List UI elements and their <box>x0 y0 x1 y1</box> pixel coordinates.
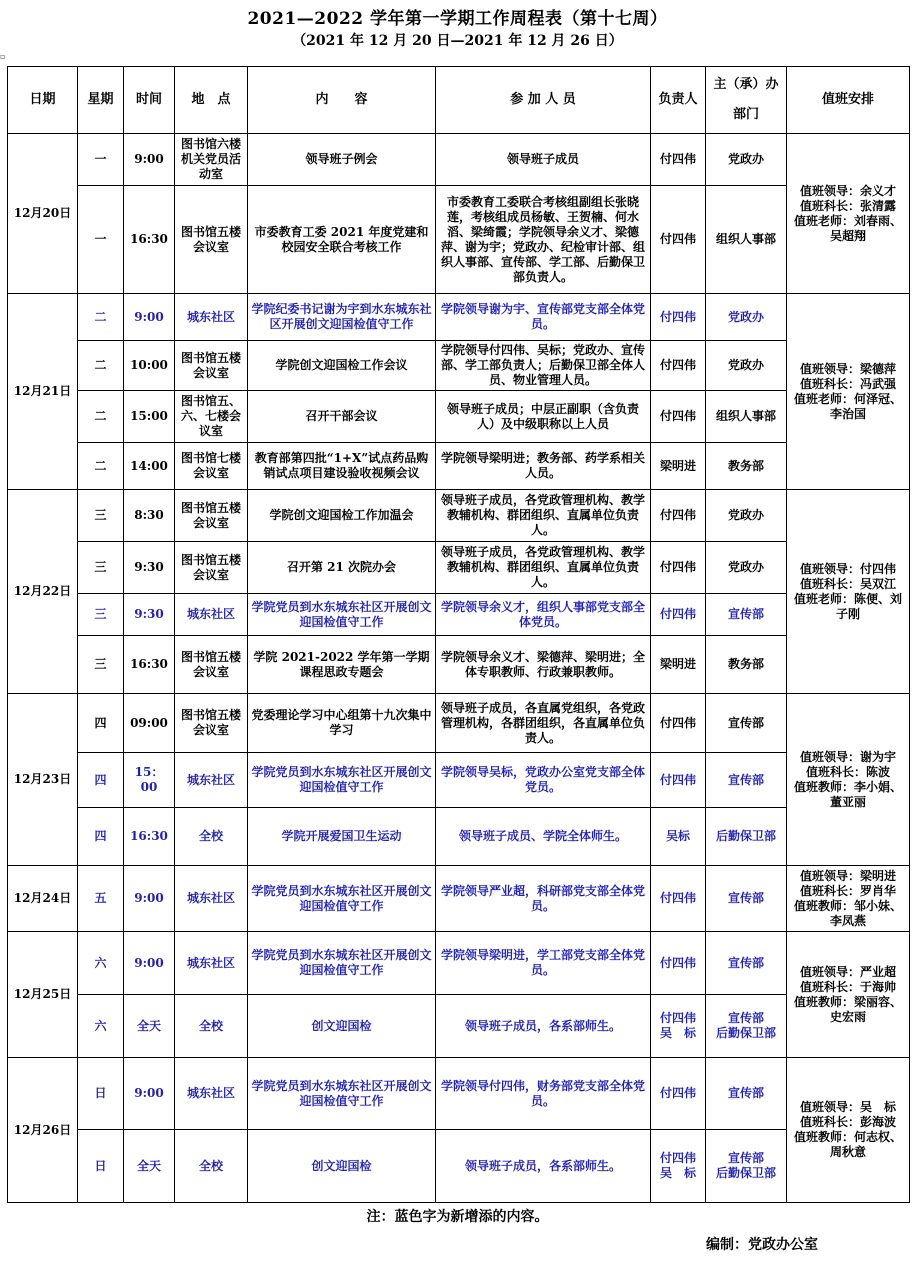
place-cell: 图书馆七楼会议室 <box>175 443 248 490</box>
weekday-cell: 四 <box>78 808 124 866</box>
table-row <box>8 1058 910 1130</box>
dept-cell: 宣传部 <box>706 594 787 636</box>
table-row <box>8 294 910 341</box>
place-cell: 城东社区 <box>175 1058 248 1130</box>
dept-cell: 党政办 <box>706 294 787 341</box>
table-row <box>8 134 910 186</box>
leader-cell: 付四伟 <box>651 391 706 443</box>
page-subtitle: （2021 年 12 月 20 日—2021 年 12 月 26 日） <box>292 33 623 49</box>
leader-cell: 付四伟 <box>651 694 706 753</box>
header-leader: 负责人 <box>651 67 706 134</box>
dept-cell: 教务部 <box>706 443 787 490</box>
participants-cell: 学院领导严业超，科研部党支部全体党员。 <box>436 866 651 932</box>
page-title: 2021—2022 学年第一学期工作周程表（第十七周） <box>247 9 668 29</box>
table-row <box>8 636 910 694</box>
content-cell: 学院纪委书记谢为宇到水东城东社区开展创文迎国检值守工作 <box>248 294 436 341</box>
table-row <box>8 808 910 866</box>
time-cell: 9:00 <box>124 932 175 995</box>
time-cell: 16:30 <box>124 186 175 294</box>
leader-cell: 付四伟 吴 标 <box>651 1130 706 1203</box>
content-cell: 学院党员到水东城东社区开展创文迎国检值守工作 <box>248 594 436 636</box>
content-cell: 学院创文迎国检工作会议 <box>248 341 436 391</box>
header-time: 时间 <box>124 67 175 134</box>
leader-cell: 付四伟 <box>651 341 706 391</box>
weekday-cell: 四 <box>78 694 124 753</box>
place-cell: 图书馆五楼会议室 <box>175 341 248 391</box>
duty-line: 值班领导：梁德萍 <box>799 361 896 376</box>
weekday-cell: 三 <box>78 636 124 694</box>
date-cell: 12月22日 <box>8 490 78 694</box>
duty-cell <box>787 932 910 1058</box>
participants-cell: 学院领导余义才、梁德萍、梁明进；全体专职教师、行政兼职教师。 <box>436 636 651 694</box>
participants-cell: 领导班子成员，各党政管理机构、教学教辅机构、群团组织、直属单位负责人。 <box>436 490 651 542</box>
content-cell: 教育部第四批“1+X”试点药品购销试点项目建设验收视频会议 <box>248 443 436 490</box>
leader-cell: 吴标 <box>651 808 706 866</box>
time-cell: 15：00 <box>124 753 175 808</box>
time-cell: 全天 <box>124 1130 175 1203</box>
weekday-cell: 一 <box>78 186 124 294</box>
header-weekday: 星期 <box>78 67 124 134</box>
time-cell: 9:00 <box>124 866 175 932</box>
duty-line: 值班领导：吴 标 <box>799 1100 896 1114</box>
time-cell: 9:30 <box>124 542 175 594</box>
place-cell: 图书馆五楼会议室 <box>175 542 248 594</box>
weekday-cell: 二 <box>78 443 124 490</box>
dept-cell: 党政办 <box>706 542 787 594</box>
dept-cell: 宣传部 <box>706 866 787 932</box>
dept-cell: 宣传部 <box>706 932 787 995</box>
content-cell: 召开干部会议 <box>248 391 436 443</box>
time-cell: 9:00 <box>124 294 175 341</box>
leader-cell: 付四伟 <box>651 294 706 341</box>
content-cell: 创文迎国检 <box>248 1130 436 1203</box>
place-cell: 图书馆五、六、七楼会议室 <box>175 391 248 443</box>
weekday-cell: 二 <box>78 391 124 443</box>
leader-cell: 付四伟 <box>651 932 706 995</box>
header-place: 地 点 <box>175 67 248 134</box>
participants-cell: 市委教育工委联合考核组副组长张晓莲，考核组成员杨敏、王贺楠、何水滔、梁绮霞；学院领导余义才、梁德萍、谢为宇；党政办、纪检审计部、组织人事部、宣传部、学工部、后勤保卫部负责人。 <box>436 186 651 294</box>
participants-cell: 学院领导谢为宇、宣传部党支部全体党员。 <box>436 294 651 341</box>
duty-line: 值班教师：梁丽容、史宏雨 <box>793 994 902 1024</box>
leader-cell: 梁明进 <box>651 636 706 694</box>
weekday-cell: 三 <box>78 542 124 594</box>
weekday-cell: 日 <box>78 1058 124 1130</box>
participants-cell: 领导班子成员；中层正副职（含负责人）及中级职称以上人员 <box>436 391 651 443</box>
place-cell: 图书馆五楼会议室 <box>175 186 248 294</box>
duty-line: 值班教师：邹小妹、李凤燕 <box>793 898 902 928</box>
leader-cell: 梁明进 <box>651 443 706 490</box>
leader-cell: 付四伟 <box>651 186 706 294</box>
leader-cell: 付四伟 <box>651 594 706 636</box>
dept-cell: 组织人事部 <box>706 391 787 443</box>
table-row <box>8 1130 910 1203</box>
duty-line: 值班科长：罗肖华 <box>799 883 896 898</box>
table-row <box>8 694 910 753</box>
dept-cell: 宣传部 <box>706 1058 787 1130</box>
place-cell: 全校 <box>175 1130 248 1203</box>
schedule-table <box>7 66 910 1203</box>
header-participants: 参 加 人 员 <box>436 67 651 134</box>
participants-cell: 领导班子成员，各系部师生。 <box>436 995 651 1058</box>
participants-cell: 学院领导付四伟，财务部党支部全体党员。 <box>436 1058 651 1130</box>
place-cell: 全校 <box>175 995 248 1058</box>
dept-cell: 党政办 <box>706 341 787 391</box>
duty-line: 值班老师：何泽冠、李治国 <box>793 391 902 421</box>
participants-cell: 学院领导梁明进，学工部党支部全体党员。 <box>436 932 651 995</box>
content-cell: 学院 2021-2022 学年第一学期课程思政专题会 <box>248 636 436 694</box>
participants-cell: 学院领导余义才，组织人事部党支部全体党员。 <box>436 594 651 636</box>
participants-cell: 领导班子成员、学院全体师生。 <box>436 808 651 866</box>
content-cell: 创文迎国检 <box>248 995 436 1058</box>
leader-cell: 付四伟 <box>651 866 706 932</box>
content-cell: 党委理论学习中心组第十九次集中学习 <box>248 694 436 753</box>
content-cell: 领导班子例会 <box>248 134 436 186</box>
weekday-cell: 五 <box>78 866 124 932</box>
footer: 编制：党政办公室 <box>706 1237 818 1253</box>
duty-line: 值班教师：何志权、周秋意 <box>793 1130 902 1159</box>
dept-cell: 后勤保卫部 <box>706 808 787 866</box>
time-cell: 16:30 <box>124 808 175 866</box>
weekday-cell: 四 <box>78 753 124 808</box>
place-cell: 城东社区 <box>175 932 248 995</box>
header-duty: 值班安排 <box>787 67 910 134</box>
time-cell: 14:00 <box>124 443 175 490</box>
date-cell: 12月26日 <box>8 1058 78 1203</box>
header-dept: 主（承）办部门 <box>706 67 787 134</box>
participants-cell: 领导班子成员 <box>436 134 651 186</box>
dept-cell: 宣传部 后勤保卫部 <box>706 995 787 1058</box>
duty-line: 值班教师：李小娟、董亚丽 <box>793 779 902 809</box>
content-cell: 学院党员到水东城东社区开展创文迎国检值守工作 <box>248 753 436 808</box>
duty-line: 值班老师：刘春雨、吴超翔 <box>793 213 902 243</box>
time-cell: 16:30 <box>124 636 175 694</box>
date-cell: 12月25日 <box>8 932 78 1058</box>
leader-cell: 付四伟 <box>651 542 706 594</box>
duty-line: 值班领导：严业超 <box>799 964 896 979</box>
table-row <box>8 490 910 542</box>
duty-cell <box>787 134 910 294</box>
date-cell: 12月20日 <box>8 134 78 294</box>
place-cell: 城东社区 <box>175 753 248 808</box>
duty-line: 值班领导：余义才 <box>799 183 896 198</box>
duty-cell <box>787 1058 910 1203</box>
duty-line: 值班科长：于海帅 <box>799 979 896 994</box>
table-row <box>8 866 910 932</box>
corner-mark: ▫ <box>0 52 6 61</box>
duty-line: 值班科长：张清露 <box>799 198 896 213</box>
weekday-cell: 三 <box>78 594 124 636</box>
place-cell: 全校 <box>175 808 248 866</box>
place-cell: 图书馆五楼会议室 <box>175 490 248 542</box>
time-cell: 10:00 <box>124 341 175 391</box>
table-row <box>8 186 910 294</box>
place-cell: 城东社区 <box>175 294 248 341</box>
participants-cell: 学院领导吴标，党政办公室党支部全体党员。 <box>436 753 651 808</box>
table-row <box>8 443 910 490</box>
duty-cell <box>787 294 910 490</box>
weekday-cell: 一 <box>78 134 124 186</box>
duty-line: 值班领导：付四伟 <box>799 561 896 576</box>
time-cell: 9:00 <box>124 134 175 186</box>
time-cell: 15:00 <box>124 391 175 443</box>
weekday-cell: 六 <box>78 932 124 995</box>
dept-cell: 宣传部 <box>706 753 787 808</box>
leader-cell: 付四伟 吴 标 <box>651 995 706 1058</box>
content-cell: 学院党员到水东城东社区开展创文迎国检值守工作 <box>248 932 436 995</box>
leader-cell: 付四伟 <box>651 490 706 542</box>
dept-cell: 党政办 <box>706 490 787 542</box>
table-row <box>8 995 910 1058</box>
table-row <box>8 932 910 995</box>
date-cell: 12月24日 <box>8 866 78 932</box>
place-cell: 图书馆五楼会议室 <box>175 694 248 753</box>
duty-cell <box>787 866 910 932</box>
time-cell: 9:30 <box>124 594 175 636</box>
leader-cell: 付四伟 <box>651 134 706 186</box>
participants-cell: 领导班子成员，各系部师生。 <box>436 1130 651 1203</box>
note: 注：蓝色字为新增添的内容。 <box>366 1209 549 1225</box>
table-row <box>8 753 910 808</box>
time-cell: 09:00 <box>124 694 175 753</box>
table-row <box>8 594 910 636</box>
leader-cell: 付四伟 <box>651 1058 706 1130</box>
leader-cell: 付四伟 <box>651 753 706 808</box>
duty-line: 值班领导：梁明进 <box>799 868 896 883</box>
weekday-cell: 二 <box>78 341 124 391</box>
content-cell: 学院开展爱国卫生运动 <box>248 808 436 866</box>
duty-cell <box>787 694 910 866</box>
participants-cell: 领导班子成员，各直属党组织，各党政管理机构，各群团组织，各直属单位负责人。 <box>436 694 651 753</box>
duty-cell <box>787 490 910 694</box>
duty-line: 值班老师：陈便、刘子刚 <box>793 591 902 621</box>
weekday-cell: 日 <box>78 1130 124 1203</box>
time-cell: 9:00 <box>124 1058 175 1130</box>
participants-cell: 学院领导梁明进；教务部、药学系相关人员。 <box>436 443 651 490</box>
table-row <box>8 341 910 391</box>
duty-line: 值班科长：彭海波 <box>799 1115 896 1129</box>
dept-cell: 组织人事部 <box>706 186 787 294</box>
table-row <box>8 542 910 594</box>
time-cell: 全天 <box>124 995 175 1058</box>
weekday-cell: 二 <box>78 294 124 341</box>
header-row <box>8 67 910 134</box>
content-cell: 召开第 21 次院办会 <box>248 542 436 594</box>
dept-cell: 教务部 <box>706 636 787 694</box>
content-cell: 市委教育工委 2021 年度党建和校园安全联合考核工作 <box>248 186 436 294</box>
place-cell: 城东社区 <box>175 866 248 932</box>
header-content: 内 容 <box>248 67 436 134</box>
participants-cell: 领导班子成员，各党政管理机构、教学教辅机构、群团组织、直属单位负责人。 <box>436 542 651 594</box>
schedule-body <box>8 134 910 1203</box>
duty-line: 值班科长：冯武强 <box>799 376 896 391</box>
content-cell: 学院党员到水东城东社区开展创文迎国检值守工作 <box>248 866 436 932</box>
place-cell: 图书馆六楼机关党员活动室 <box>175 134 248 186</box>
dept-cell: 宣传部 <box>706 694 787 753</box>
time-cell: 8:30 <box>124 490 175 542</box>
dept-cell: 党政办 <box>706 134 787 186</box>
duty-line: 值班科长：陈波 <box>805 764 890 779</box>
header-date: 日期 <box>8 67 78 134</box>
table-row <box>8 391 910 443</box>
date-cell: 12月21日 <box>8 294 78 490</box>
dept-cell: 宣传部 后勤保卫部 <box>706 1130 787 1203</box>
place-cell: 图书馆五楼会议室 <box>175 636 248 694</box>
weekday-cell: 三 <box>78 490 124 542</box>
content-cell: 学院党员到水东城东社区开展创文迎国检值守工作 <box>248 1058 436 1130</box>
duty-line: 值班领导：谢为宇 <box>799 749 896 764</box>
date-cell: 12月23日 <box>8 694 78 866</box>
content-cell: 学院创文迎国检工作加温会 <box>248 490 436 542</box>
weekday-cell: 六 <box>78 995 124 1058</box>
participants-cell: 学院领导付四伟、吴标；党政办、宣传部、学工部负责人；后勤保卫部全体人员、物业管理人员。 <box>436 341 651 391</box>
place-cell: 城东社区 <box>175 594 248 636</box>
duty-line: 值班科长：吴双江 <box>799 576 896 591</box>
